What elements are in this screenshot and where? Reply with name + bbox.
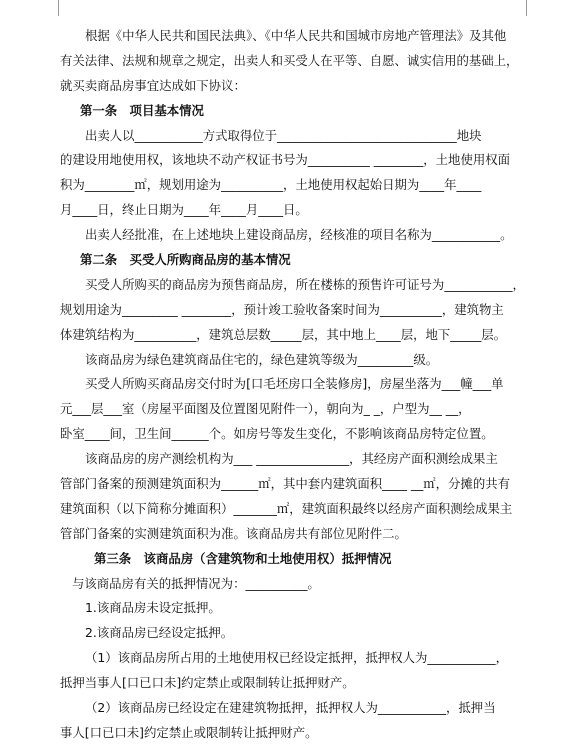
article2-line: 管部门备案的预测建筑面积为______㎡，其中套内建筑面积____ __㎡，分摊的共有 xyxy=(60,476,511,492)
document-body xyxy=(60,24,528,746)
article3-line: 与该商品房有关的抵押情况为：__________。 xyxy=(72,575,320,591)
article3-line: 事人[口已口未]约定禁止或限制转让抵押财产。 xyxy=(60,724,318,740)
article3-line: 2.该商品房已经设定抵押。 xyxy=(85,625,234,641)
article2-line: 卧室____间，卫生间______个。如房号等发生变化，不影响该商品房特定位置。 xyxy=(60,426,494,442)
article1-line: 积为________㎡，规划用途为__________，土地使用权起始日期为____年____ xyxy=(60,177,482,193)
article2-line: 元___层___室（房屋平面图及位置图见附件一），朝向为_ _，户型为__ __， xyxy=(60,401,471,417)
article2-line: 建筑面积（以下简称分摊面积）_______㎡，建筑面积最终以经房产面积测绘成果主 xyxy=(60,500,513,516)
article2-line: 管部门备案的实测建筑面积为准。该商品房共有部位见附件二。 xyxy=(60,525,407,541)
article3-line: （2）该商品房已经设定在建建筑物抵押，抵押权人为___________，抵押当 xyxy=(85,700,496,716)
article1-heading: 第一条 项目基本情况 xyxy=(80,102,204,118)
article1-line: 出卖人经批准，在上述地块上建设商品房，经核准的项目名称为___________。 xyxy=(85,227,513,243)
article2-line: 体建筑结构为__________，建筑总层数_____层，其中地上____层，地下_____层。 xyxy=(60,326,507,342)
article1-line: 出卖人以___________方式取得位于_____________________________地块 xyxy=(85,127,482,143)
article3-line: （1）该商品房所占用的土地使用权已经设定抵押，抵押权人为___________， xyxy=(85,650,508,666)
article2-line: 该商品房的房产测绘机构为___ _______________，其经房产面积测绘成果主 xyxy=(85,451,498,467)
article2-line: 规划用途为_________ ________，预计竣工验收备案时间为__________，建筑物主 xyxy=(60,301,504,317)
article1-line: 月____日，终止日期为____年____月____日。 xyxy=(60,202,308,218)
article2-heading: 第二条 买受人所购商品房的基本情况 xyxy=(80,252,291,268)
article1-line: 的建设用地使用权，该地块不动产权证书号为__________ ________，土地使用权面 xyxy=(60,152,511,168)
intro-line: 有关法律、法规和规章之规定，出卖人和买受人在平等、自愿、诚实信用的基础上， xyxy=(60,52,519,68)
article3-line: 抵押当事人[口已口未]约定禁止或限制转让抵押财产。 xyxy=(60,675,355,691)
article2-line: 该商品房为绿色建筑商品住宅的，绿色建筑等级为_________级。 xyxy=(85,351,439,367)
page-corner-mark-left xyxy=(58,0,59,16)
page-corner-mark-right xyxy=(526,0,527,16)
article2-line: 买受人所购买的商品房为预售商品房，所在楼栋的预售许可证号为___________， xyxy=(85,276,525,292)
article2-line: 买受人所购买商品房交付时为[口毛坯房口全装修房]，房屋坐落为___幢___单 xyxy=(85,376,504,392)
article3-line: 1.该商品房未设定抵押。 xyxy=(85,600,221,616)
article3-heading: 第三条 该商品房（含建筑物和土地使用权）抵押情况 xyxy=(94,550,392,566)
intro-line: 根据《中华人民共和国民法典》、《中华人民共和国城市房地产管理法》及其他 xyxy=(85,28,507,43)
intro-line: 就买卖商品房事宜达成如下协议： xyxy=(60,77,246,93)
